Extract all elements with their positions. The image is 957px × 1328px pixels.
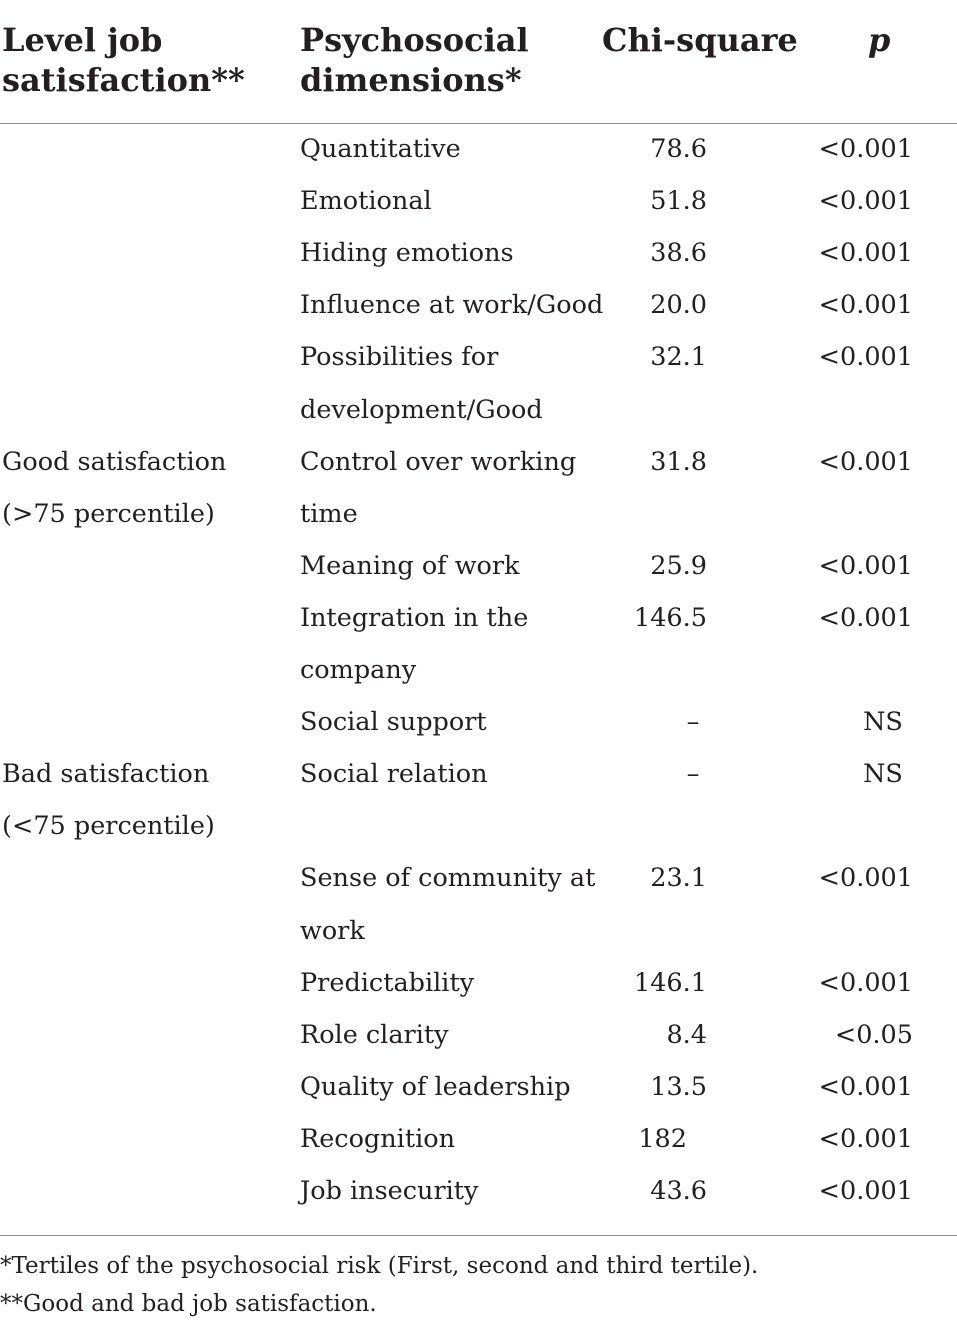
cell-chi-square: 20.0 [650,290,707,321]
cell-chi-square: 146.1 [633,967,707,998]
cell-p-value: <0.001 [818,967,913,998]
bottom-rule [0,1235,957,1236]
cell-dimension: Meaning of work [300,550,520,581]
header-psychosocial-dimensions: Psychosocial dimensions* [300,21,529,99]
cell-p-value: <0.05 [834,1019,913,1050]
cell-p-value: <0.001 [818,290,913,321]
cell-dimension: Role clarity [300,1019,449,1050]
cell-dimension: Influence at work/Good [300,290,604,321]
header-level-job-satisfaction: Level job satisfaction** [2,21,245,99]
cell-level: Bad satisfaction [2,759,210,790]
cell-dimension: Hiding emotions [300,238,514,269]
cell-dimension: Social relation [300,759,488,790]
cell-p-value: <0.001 [818,342,913,373]
cell-chi-square: 51.8 [650,186,707,217]
cell-p-value: NS [863,707,903,738]
cell-level: Good satisfaction [2,446,227,477]
cell-p-value: <0.001 [818,550,913,581]
cell-dimension: Predictability [300,967,475,998]
cell-p-value: NS [863,759,903,790]
cell-dimension: Possibilities for [300,342,499,373]
cell-p-value: <0.001 [818,134,913,164]
cell-dimension: Emotional [300,186,432,217]
cell-dimension: Job insecurity [300,1176,479,1206]
cell-dimension: time [300,498,358,529]
cell-dimension: Social support [300,707,487,738]
header-chi-square: Chi-square [602,21,798,59]
cell-level: (<75 percentile) [2,811,215,842]
cell-p-value: <0.001 [818,186,913,217]
cell-p-value: <0.001 [818,238,913,269]
cell-dimension: Control over working [300,446,577,477]
cell-dimension: work [300,915,365,946]
header-p-value: p [868,21,891,59]
cell-chi-square: 13.5 [650,1071,707,1102]
cell-chi-square: 38.6 [650,238,707,269]
cell-chi-square: 32.1 [650,342,707,373]
cell-chi-square: 8.4 [666,1019,707,1050]
cell-dimension: company [300,655,417,685]
footnote-tertiles: *Tertiles of the psychosocial risk (First, second and third tertile). [0,1253,759,1279]
cell-chi-square: 23.1 [650,863,707,894]
cell-dimension: Quantitative [300,134,461,164]
cell-p-value: <0.001 [818,1123,913,1154]
cell-chi-square: 25.9 [650,550,707,581]
cell-p-value: <0.001 [818,1071,913,1102]
cell-dimension: Integration in the [300,602,529,633]
cell-dimension: Quality of leadership [300,1071,571,1102]
cell-p-value: <0.001 [818,1176,913,1206]
cell-chi-square: – [686,707,700,738]
cell-p-value: <0.001 [818,602,913,633]
cell-level: (>75 percentile) [2,498,215,529]
cell-chi-square: 43.6 [650,1176,707,1206]
cell-chi-square: 31.8 [650,446,707,477]
cell-p-value: <0.001 [818,446,913,477]
cell-chi-square: 146.5 [633,602,707,633]
cell-chi-square: – [686,759,700,790]
cell-p-value: <0.001 [818,863,913,894]
cell-chi-square: 78.6 [650,134,707,164]
cell-chi-square: 182 [638,1123,687,1154]
cell-dimension: development/Good [300,394,543,425]
footnote-satisfaction: **Good and bad job satisfaction. [0,1291,377,1317]
cell-dimension: Recognition [300,1123,456,1154]
cell-dimension: Sense of community at [300,863,596,894]
